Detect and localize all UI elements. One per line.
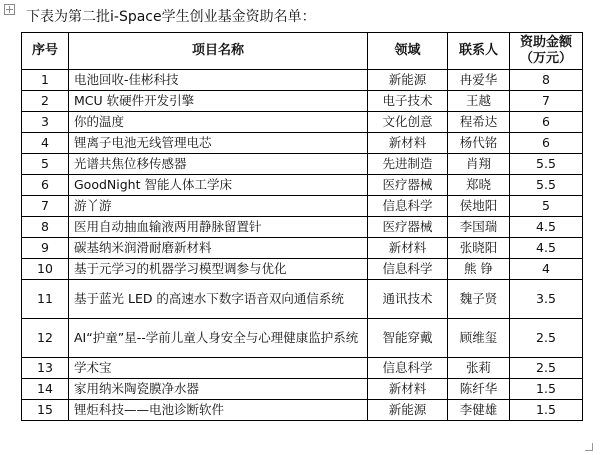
table-row — [22, 112, 583, 133]
cell-amount: 1.5 — [510, 379, 583, 400]
table-row — [22, 217, 583, 238]
cell-field: 通讯技术 — [368, 280, 448, 319]
header-field: 领域 — [368, 33, 448, 70]
table-move-handle-icon[interactable] — [4, 4, 15, 15]
table-row — [22, 259, 583, 280]
header-no: 序号 — [22, 33, 69, 70]
header-amount-line1: 资助金额 — [519, 35, 572, 50]
cell-project: MCU 软硬件开发引擎 — [69, 91, 368, 112]
cell-contact: 郑晓 — [448, 175, 510, 196]
cell-contact: 肖翔 — [448, 154, 510, 175]
table-row — [22, 319, 583, 358]
cell-contact: 陈纤华 — [448, 379, 510, 400]
cell-project: 基于元学习的机器学习模型调参与优化 — [69, 259, 368, 280]
cell-amount: 8 — [510, 70, 583, 91]
cell-contact: 侯地阳 — [448, 196, 510, 217]
table-row — [22, 91, 583, 112]
table-row — [22, 238, 583, 259]
cell-field: 新材料 — [368, 379, 448, 400]
cell-project: 锂离子电池无线管理电芯 — [69, 133, 368, 154]
cell-no: 4 — [22, 133, 69, 154]
cell-no: 7 — [22, 196, 69, 217]
cell-field: 智能穿戴 — [368, 319, 448, 358]
header-contact: 联系人 — [448, 33, 510, 70]
cell-amount: 3.5 — [510, 280, 583, 319]
table-row — [22, 400, 583, 421]
cell-field: 新能源 — [368, 400, 448, 421]
cell-no: 1 — [22, 70, 69, 91]
cell-amount: 4.5 — [510, 217, 583, 238]
table-row — [22, 280, 583, 319]
cell-project: 碳基纳米润滑耐磨新材料 — [69, 238, 368, 259]
cell-no: 14 — [22, 379, 69, 400]
cell-no: 8 — [22, 217, 69, 238]
cell-field: 电子技术 — [368, 91, 448, 112]
cell-field: 医疗器械 — [368, 175, 448, 196]
cell-contact: 王越 — [448, 91, 510, 112]
cell-contact: 李国瑞 — [448, 217, 510, 238]
cell-contact: 李健雄 — [448, 400, 510, 421]
cell-field: 新材料 — [368, 133, 448, 154]
cell-field: 信息科学 — [368, 259, 448, 280]
cell-amount: 5 — [510, 196, 583, 217]
cell-contact: 顾维玺 — [448, 319, 510, 358]
cell-project: 光谱共焦位移传感器 — [69, 154, 368, 175]
cell-contact: 杨代铭 — [448, 133, 510, 154]
cell-project: 学术宝 — [69, 358, 368, 379]
cell-contact: 程希达 — [448, 112, 510, 133]
cell-no: 9 — [22, 238, 69, 259]
cell-field: 医疗器械 — [368, 217, 448, 238]
cell-project: 医用自动抽血输液两用静脉留置针 — [69, 217, 368, 238]
cell-contact: 熊 铮 — [448, 259, 510, 280]
cell-no: 12 — [22, 319, 69, 358]
cell-no: 11 — [22, 280, 69, 319]
cell-field: 新能源 — [368, 70, 448, 91]
cell-no: 10 — [22, 259, 69, 280]
cell-amount: 2.5 — [510, 319, 583, 358]
cell-contact: 张晓阳 — [448, 238, 510, 259]
cell-no: 13 — [22, 358, 69, 379]
cell-project: 家用纳米陶瓷膜净水器 — [69, 379, 368, 400]
cell-no: 5 — [22, 154, 69, 175]
cell-project: 电池回收-佳彬科技 — [69, 70, 368, 91]
table-row — [22, 196, 583, 217]
table-resize-handle-icon[interactable] — [585, 443, 593, 451]
cell-project: AI“护童”星--学前儿童人身安全与心理健康监护系统 — [69, 319, 368, 358]
cell-amount: 5.5 — [510, 175, 583, 196]
cell-field: 文化创意 — [368, 112, 448, 133]
cell-field: 信息科学 — [368, 358, 448, 379]
cell-amount: 7 — [510, 91, 583, 112]
cell-amount: 6 — [510, 133, 583, 154]
cell-no: 6 — [22, 175, 69, 196]
cell-amount: 2.5 — [510, 358, 583, 379]
cell-field: 新材料 — [368, 238, 448, 259]
cell-contact: 魏子贤 — [448, 280, 510, 319]
cell-field: 先进制造 — [368, 154, 448, 175]
table-row — [22, 358, 583, 379]
cell-project: 锂炬科技——电池诊断软件 — [69, 400, 368, 421]
funding-table — [21, 32, 583, 421]
cell-contact: 张莉 — [448, 358, 510, 379]
table-row — [22, 154, 583, 175]
cell-contact: 冉爱华 — [448, 70, 510, 91]
table-row — [22, 70, 583, 91]
cell-no: 2 — [22, 91, 69, 112]
table-caption: 下表为第二批i-Space学生创业基金资助名单： — [26, 9, 316, 25]
cell-project: 游丫游 — [69, 196, 368, 217]
table-row — [22, 175, 583, 196]
header-row — [22, 33, 583, 70]
table-row — [22, 379, 583, 400]
cell-no: 15 — [22, 400, 69, 421]
cell-field: 信息科学 — [368, 196, 448, 217]
cell-amount: 5.5 — [510, 154, 583, 175]
cell-no: 3 — [22, 112, 69, 133]
cell-project: 基于蓝光 LED 的高速水下数字语音双向通信系统 — [69, 280, 368, 319]
header-project: 项目名称 — [69, 33, 368, 70]
header-amount — [510, 33, 583, 70]
cell-project: 你的温度 — [69, 112, 368, 133]
cell-amount: 4.5 — [510, 238, 583, 259]
cell-amount: 1.5 — [510, 400, 583, 421]
table-row — [22, 133, 583, 154]
cell-project: GoodNight 智能人体工学床 — [69, 175, 368, 196]
cell-amount: 6 — [510, 112, 583, 133]
cell-amount: 4 — [510, 259, 583, 280]
header-amount-line2: （万元） — [519, 51, 572, 66]
